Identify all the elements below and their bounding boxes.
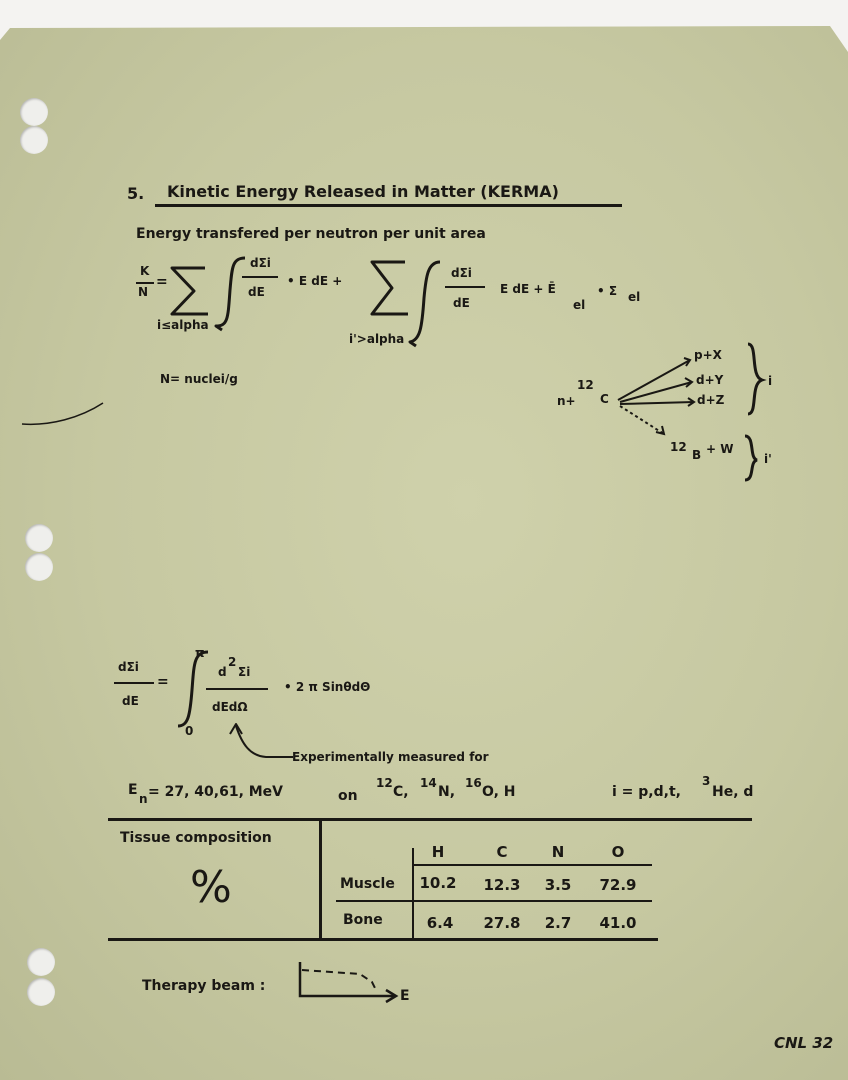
kerma-equals: =: [156, 274, 168, 290]
kerma-term2-sub: el: [573, 298, 586, 312]
sum2-limit: i'>alpha: [349, 332, 405, 346]
muscle-h: 10.2: [419, 874, 457, 892]
frac1-den: dE: [248, 285, 265, 299]
reaction-label-i-prime: i': [764, 452, 772, 466]
col-header-h: H: [431, 843, 445, 861]
energy-prefix: E: [128, 782, 138, 798]
cs-upper-limit: π: [195, 646, 205, 660]
he-mass: 3: [702, 774, 711, 788]
cs-annotation: Experimentally measured for: [292, 750, 489, 764]
energy-sub: n: [139, 792, 148, 806]
reaction-projectile: n+: [557, 394, 576, 408]
kerma-term3: • Σ: [597, 284, 618, 298]
cs-lhs-den: dE: [122, 694, 139, 708]
frac2-den: dE: [453, 296, 470, 310]
nucleus-2-symbol: N,: [438, 784, 456, 800]
nucleus-1-mass: 12: [376, 776, 393, 790]
col-header-c: C: [496, 843, 508, 861]
section-number: 5.: [127, 184, 145, 203]
reaction-product-2: d+Y: [696, 373, 724, 387]
reaction-target: C: [600, 392, 609, 406]
reaction-product-1: p+X: [694, 348, 722, 362]
sum1-limit: i≤alpha: [157, 318, 209, 332]
bone-n: 2.7: [544, 914, 572, 932]
reaction-target-mass: 12: [577, 378, 594, 392]
energy-on: on: [338, 788, 358, 804]
particles: i = p,d,t,: [612, 784, 681, 800]
section-title: Kinetic Energy Released in Matter (KERMA): [167, 182, 559, 201]
section-subtitle: Energy transfered per neutron per unit area: [136, 226, 486, 242]
muscle-n: 3.5: [544, 876, 572, 894]
kerma-term1: • E dE +: [287, 274, 343, 288]
kerma-term3-sub: el: [628, 290, 641, 304]
muscle-c: 12.3: [483, 876, 521, 894]
beam-axes: [300, 962, 394, 996]
kerma-lhs-den: N: [138, 285, 149, 299]
frac2-num: dΣi: [451, 266, 472, 280]
therapy-axis-label: E: [400, 988, 410, 1004]
nucleus-3-mass: 16: [465, 776, 482, 790]
col-header-n: N: [551, 843, 565, 861]
cs-num-power: 2: [228, 655, 237, 669]
energy-values: = 27, 40,61, MeV: [148, 784, 284, 800]
nucleus-3-symbol: O, H: [482, 784, 516, 800]
bone-c: 27.8: [483, 914, 521, 932]
reaction-product-3: d+Z: [697, 393, 725, 407]
kerma-term2: E dE + Ē: [500, 282, 556, 296]
reaction-residual-plus: + W: [706, 442, 734, 456]
cs-lower-limit: 0: [185, 724, 194, 738]
therapy-label: Therapy beam :: [142, 978, 266, 994]
particles-rest: He, d: [712, 784, 754, 800]
bone-h: 6.4: [426, 914, 454, 932]
muscle-o: 72.9: [599, 876, 637, 894]
col-header-o: O: [611, 843, 625, 861]
frac1-num: dΣi: [250, 256, 271, 270]
cs-den: dEdΩ: [212, 700, 248, 714]
cs-equals: =: [157, 674, 169, 690]
beam-spectrum: [302, 970, 376, 990]
nuclei-definition: N= nuclei/g: [160, 372, 238, 386]
page-mark: CNL 32: [774, 1034, 834, 1052]
nucleus-2-mass: 14: [420, 776, 437, 790]
bone-o: 41.0: [599, 914, 637, 932]
tissue-title: Tissue composition: [120, 830, 272, 846]
cs-lhs-num: dΣi: [118, 660, 139, 674]
row-label-bone: Bone: [343, 912, 383, 928]
cs-rest: • 2 π SinθdΘ: [284, 680, 371, 694]
reaction-residual: B: [692, 448, 702, 462]
cs-num-rest: Σi: [238, 665, 251, 679]
reaction-label-i: i: [768, 374, 773, 388]
percent-symbol: %: [190, 862, 232, 913]
cs-num-prefix: d: [218, 665, 227, 679]
nucleus-1-symbol: C,: [393, 784, 409, 800]
kerma-lhs-num: K: [140, 264, 150, 278]
reaction-residual-mass: 12: [670, 440, 687, 454]
row-label-muscle: Muscle: [340, 876, 395, 892]
